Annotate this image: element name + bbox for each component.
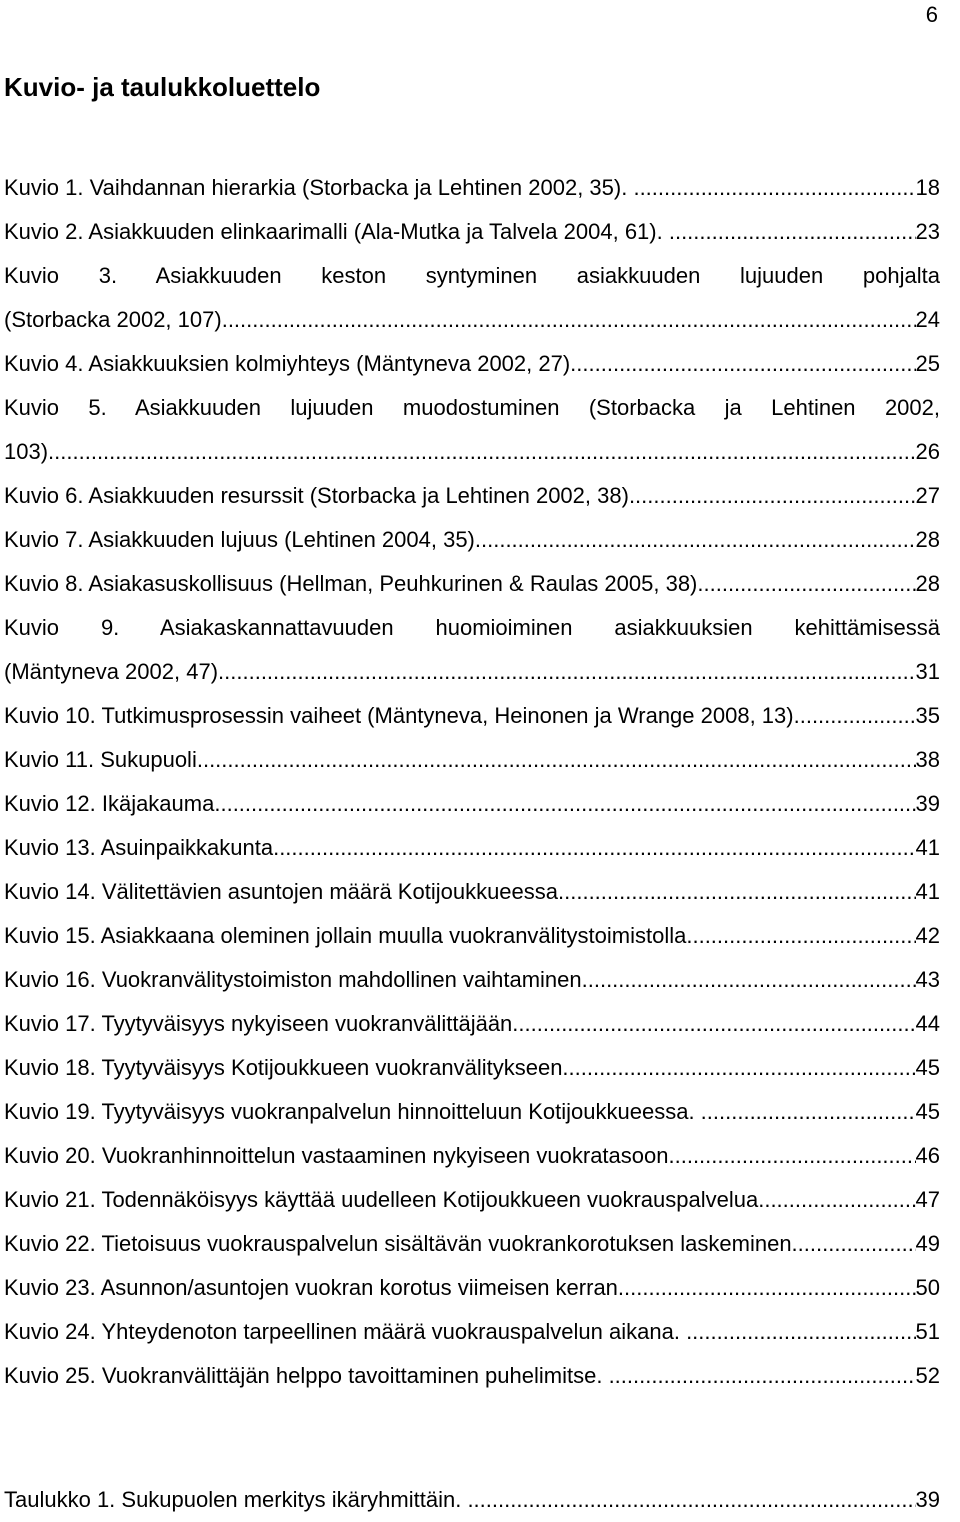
dot-leader bbox=[686, 1310, 915, 1354]
toc-entry[interactable] bbox=[4, 650, 940, 694]
toc-entry[interactable] bbox=[4, 1046, 940, 1090]
dot-leader bbox=[576, 342, 915, 386]
toc-entry-page: 25 bbox=[915, 351, 940, 376]
dot-leader bbox=[518, 1002, 915, 1046]
toc-entry-label: Kuvio 20. Vuokranhinnoittelun vastaaminen nykyiseen vuokratasoon. bbox=[4, 1143, 675, 1168]
toc-entry[interactable] bbox=[4, 1354, 940, 1398]
toc-entry-page: 42 bbox=[915, 923, 940, 948]
toc-entry-label: Kuvio 13. Asuinpaikkakunta. bbox=[4, 835, 280, 860]
dot-leader bbox=[800, 694, 916, 738]
toc-entry-page: 28 bbox=[915, 571, 940, 596]
toc-entry-page: 23 bbox=[915, 219, 940, 244]
toc-entry-page: 46 bbox=[915, 1143, 940, 1168]
dot-leader bbox=[764, 1178, 915, 1222]
toc-entry-label: Kuvio 12. Ikäjakauma. bbox=[4, 791, 221, 816]
toc-entry[interactable] bbox=[4, 1310, 940, 1354]
dot-leader bbox=[203, 738, 916, 782]
dot-leader bbox=[220, 782, 915, 826]
toc-entry-label: 103). bbox=[4, 439, 55, 464]
toc-entry[interactable] bbox=[4, 826, 940, 870]
dot-leader bbox=[704, 562, 916, 606]
toc-entry-page: 50 bbox=[915, 1275, 940, 1300]
toc-entry-label: Kuvio 1. Vaihdannan hierarkia (Storbacka ja Lehtinen 2002, 35). bbox=[4, 175, 634, 200]
toc-entry-page: 31 bbox=[915, 659, 940, 684]
dot-leader bbox=[224, 650, 915, 694]
page-number: 6 bbox=[925, 2, 938, 27]
toc-entry[interactable] bbox=[4, 870, 940, 914]
toc-entry-page: 27 bbox=[915, 483, 940, 508]
toc-entry[interactable] bbox=[4, 1134, 940, 1178]
dot-leader bbox=[279, 826, 915, 870]
dot-leader bbox=[564, 870, 915, 914]
toc-entry-page: 45 bbox=[915, 1099, 940, 1124]
toc-entry[interactable] bbox=[4, 342, 940, 386]
toc-entry-page: 45 bbox=[915, 1055, 940, 1080]
toc-entry-page: 38 bbox=[915, 747, 940, 772]
toc-entry[interactable] bbox=[4, 1090, 940, 1134]
dot-leader bbox=[609, 1354, 916, 1398]
toc-entry-first-line: Kuvio 5. Asiakkuuden lujuuden muodostuminen (Storbacka ja Lehtinen 2002, bbox=[4, 395, 940, 420]
table-list bbox=[4, 1478, 940, 1522]
toc-entry[interactable] bbox=[4, 958, 940, 1002]
toc-entry-label: Kuvio 15. Asiakkaana oleminen jollain muulla vuokranvälitystoimistolla. bbox=[4, 923, 693, 948]
toc-entry-page: 41 bbox=[915, 879, 940, 904]
toc-entry-label: Kuvio 14. Välitettävien asuntojen määrä Kotijoukkueessa. bbox=[4, 879, 565, 904]
toc-entry-label: Kuvio 19. Tyytyväisyys vuokranpalvelun hinnoitteluun Kotijoukkueessa. bbox=[4, 1099, 701, 1124]
toc-entry[interactable] bbox=[4, 1178, 940, 1222]
toc-entry-label: Kuvio 11. Sukupuoli. bbox=[4, 747, 203, 772]
toc-entry[interactable] bbox=[4, 1266, 940, 1310]
dot-leader bbox=[228, 298, 916, 342]
toc-entry[interactable] bbox=[4, 694, 940, 738]
toc-entry-label: Kuvio 23. Asunnon/asuntojen vuokran korotus viimeisen kerran. bbox=[4, 1275, 625, 1300]
dot-leader bbox=[569, 1046, 916, 1090]
toc-entry-label: Kuvio 16. Vuokranvälitystoimiston mahdollinen vaihtaminen. bbox=[4, 967, 588, 992]
toc-entry-label: Kuvio 7. Asiakkuuden lujuus (Lehtinen 2004, 35). bbox=[4, 527, 481, 552]
toc-entry[interactable] bbox=[4, 166, 940, 210]
toc-entry-page: 41 bbox=[915, 835, 940, 860]
toc-entry-page: 51 bbox=[915, 1319, 940, 1344]
toc-entry-page: 49 bbox=[915, 1231, 940, 1256]
dot-leader bbox=[629, 474, 916, 518]
toc-entry-label: Kuvio 10. Tutkimusprosessin vaiheet (Mäntyneva, Heinonen ja Wrange 2008, 13). bbox=[4, 703, 800, 728]
toc-entry-label: Kuvio 2. Asiakkuuden elinkaarimalli (Ala-Mutka ja Talvela 2004, 61). bbox=[4, 219, 669, 244]
toc-entry-label: Kuvio 8. Asiakasuskollisuus (Hellman, Peuhkurinen & Raulas 2005, 38). bbox=[4, 571, 704, 596]
toc-entry-label: Kuvio 6. Asiakkuuden resurssit (Storbacka ja Lehtinen 2002, 38) bbox=[4, 483, 629, 508]
toc-entry[interactable] bbox=[4, 1478, 940, 1522]
dot-leader bbox=[692, 914, 915, 958]
toc-entry-page: 26 bbox=[915, 439, 940, 464]
toc-entry-first-line: Kuvio 3. Asiakkuuden keston syntyminen asiakkuuden lujuuden pohjalta bbox=[4, 263, 940, 288]
toc-heading: Kuvio- ja taulukkoluettelo bbox=[4, 72, 321, 102]
dot-leader bbox=[481, 518, 916, 562]
dot-leader bbox=[624, 1266, 915, 1310]
toc-entry[interactable] bbox=[4, 518, 940, 562]
toc-entry-label: Kuvio 25. Vuokranvälittäjän helppo tavoittaminen puhelimitse. bbox=[4, 1363, 609, 1388]
toc-entry-label: Kuvio 21. Todennäköisyys käyttää uudelleen Kotijoukkueen vuokrauspalvelua. bbox=[4, 1187, 765, 1212]
toc-entry[interactable] bbox=[4, 474, 940, 518]
toc-entry-page: 39 bbox=[915, 1487, 940, 1512]
dot-leader bbox=[467, 1478, 915, 1522]
toc-entry-page: 47 bbox=[915, 1187, 940, 1212]
dot-leader bbox=[588, 958, 916, 1002]
toc-entry-page: 35 bbox=[915, 703, 940, 728]
dot-leader bbox=[798, 1222, 916, 1266]
toc-entry-label: Taulukko 1. Sukupuolen merkitys ikäryhmittäin. bbox=[4, 1487, 468, 1512]
toc-entry-label: (Mäntyneva 2002, 47). bbox=[4, 659, 225, 684]
dot-leader bbox=[54, 430, 915, 474]
toc-entry[interactable] bbox=[4, 1002, 940, 1046]
toc-entry[interactable] bbox=[4, 210, 940, 254]
toc-entry-first-line: Kuvio 9. Asiakaskannattavuuden huomioiminen asiakkuuksien kehittämisessä bbox=[4, 615, 940, 640]
toc-entry[interactable] bbox=[4, 738, 940, 782]
toc-entry-label: Kuvio 22. Tietoisuus vuokrauspalvelun sisältävän vuokrankorotuksen laskeminen. bbox=[4, 1231, 798, 1256]
toc-entry-page: 44 bbox=[915, 1011, 940, 1036]
toc-entry-label: Kuvio 18. Tyytyväisyys Kotijoukkueen vuokranvälitykseen. bbox=[4, 1055, 569, 1080]
dot-leader bbox=[701, 1090, 916, 1134]
toc-entry-page: 18 bbox=[915, 175, 940, 200]
dot-leader bbox=[675, 1134, 916, 1178]
toc-entry-label: Kuvio 4. Asiakkuuksien kolmiyhteys (Mäntyneva 2002, 27). bbox=[4, 351, 577, 376]
toc-entry[interactable] bbox=[4, 914, 940, 958]
toc-entry[interactable] bbox=[4, 430, 940, 474]
toc-entry-page: 52 bbox=[915, 1363, 940, 1388]
toc-entry-page: 39 bbox=[915, 791, 940, 816]
figure-list bbox=[4, 166, 940, 1398]
toc-entry-page: 43 bbox=[915, 967, 940, 992]
toc-entry[interactable] bbox=[4, 1222, 940, 1266]
dot-leader bbox=[669, 210, 916, 254]
toc-entry-label: (Storbacka 2002, 107). bbox=[4, 307, 228, 332]
dot-leader bbox=[633, 166, 915, 210]
toc-entry[interactable] bbox=[4, 562, 940, 606]
toc-entry-page: 28 bbox=[915, 527, 940, 552]
toc-entry-label: Kuvio 17. Tyytyväisyys nykyiseen vuokranvälittäjään. bbox=[4, 1011, 519, 1036]
toc-entry[interactable] bbox=[4, 782, 940, 826]
toc-entry-label: Kuvio 24. Yhteydenoton tarpeellinen määrä vuokrauspalvelun aikana. bbox=[4, 1319, 687, 1344]
toc-entry-page: 24 bbox=[915, 307, 940, 332]
toc-entry[interactable] bbox=[4, 298, 940, 342]
